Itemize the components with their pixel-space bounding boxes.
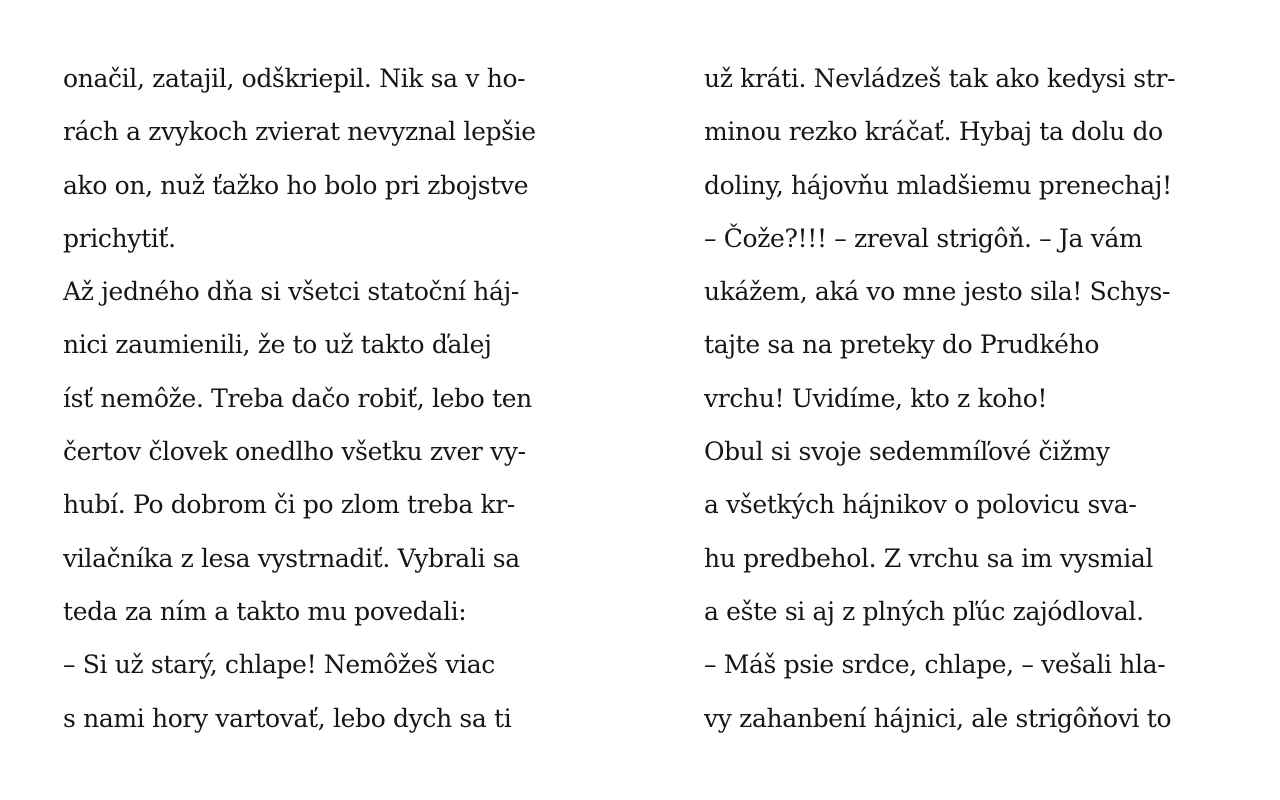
text-line: minou rezko kráčať. Hybaj ta dolu do	[704, 117, 1163, 147]
text-line: ísť nemôže. Treba dačo robiť, lebo ten	[63, 383, 532, 413]
text-line: vy zahanbení hájnici, ale strigôňovi to	[704, 703, 1172, 733]
text-line: doliny, hájovňu mladšiemu prenechaj!	[704, 170, 1172, 200]
text-line: tajte sa na preteky do Prudkého	[704, 330, 1100, 360]
text-line: čertov človek onedlho všetku zver vy-	[63, 437, 526, 467]
text-line: a všetkých hájnikov o polovicu sva-	[704, 490, 1137, 520]
left-page-text	[63, 52, 623, 745]
text-line: – Čože?!!! – zreval strigôň. – Ja vám	[704, 223, 1143, 253]
text-line: a ešte si aj z plných pľúc zajódloval.	[704, 596, 1144, 626]
text-line: Až jedného dňa si všetci statoční háj-	[63, 277, 520, 307]
text-line: hu predbehol. Z vrchu sa im vysmial	[704, 543, 1154, 573]
text-line: prichytiť.	[63, 223, 176, 253]
text-line: Obul si svoje sedemmíľové čižmy	[704, 437, 1110, 467]
text-line: nici zaumienili, že to už takto ďalej	[63, 330, 492, 360]
text-line: teda za ním a takto mu povedali:	[63, 596, 467, 626]
text-line: ako on, nuž ťažko ho bolo pri zbojstve	[63, 170, 529, 200]
text-line: ukážem, aká vo mne jesto sila! Schys-	[704, 277, 1171, 307]
text-line: onačil, zatajil, odškriepil. Nik sa v ho-	[63, 64, 526, 93]
right-page-text	[704, 52, 1264, 745]
text-line: vrchu! Uvidíme, kto z koho!	[704, 383, 1048, 413]
text-line: rách a zvykoch zvierat nevyznal lepšie	[63, 117, 536, 147]
text-line: s nami hory vartovať, lebo dych sa ti	[63, 703, 512, 733]
text-line: hubí. Po dobrom či po zlom treba kr-	[63, 490, 516, 520]
text-line: – Máš psie srdce, chlape, – vešali hla-	[704, 650, 1166, 680]
text-line: – Si už starý, chlape! Nemôžeš viac	[63, 650, 495, 680]
text-line: už kráti. Nevládzeš tak ako kedysi str-	[704, 64, 1176, 93]
text-line: vilačníka z lesa vystrnadiť. Vybrali sa	[63, 543, 520, 573]
